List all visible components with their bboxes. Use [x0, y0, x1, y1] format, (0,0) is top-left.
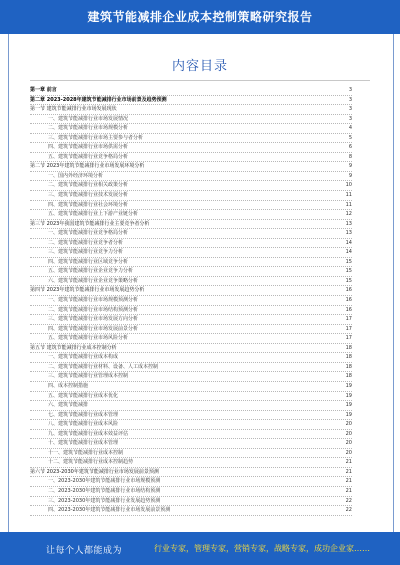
- toc-entry-label: 五、建筑节能减排行业企业竞争力分析: [30, 267, 340, 276]
- toc-entry-page: 17: [345, 316, 352, 323]
- table-of-contents: [30, 86, 352, 516]
- toc-entry-label: 四、建筑节能减排行业区域竞争分析: [30, 258, 340, 267]
- toc-entry-label: 第六节 2023-2030年建筑节能减排行业市场发展前景预测: [30, 468, 340, 477]
- toc-entry-page: 20: [345, 421, 352, 428]
- toc-entry[interactable]: [30, 258, 352, 268]
- toc-entry-label: 一、建筑节能减排行业竞争格局分析: [30, 229, 340, 238]
- toc-entry-label: 五、建筑节能减排行业上下游产业链分析: [30, 210, 340, 219]
- toc-entry-page: 14: [345, 249, 352, 256]
- toc-entry[interactable]: [30, 286, 352, 296]
- toc-entry-label: 三、建筑节能减排行业竞争力分析: [30, 248, 340, 257]
- toc-entry-page: 3: [348, 96, 352, 103]
- toc-entry-label: 第四节 2023年建筑节能减排行业市场发展趋势分析: [30, 286, 340, 295]
- toc-entry-page: 16: [345, 287, 352, 294]
- toc-entry-label: 三、建筑节能减排行业技术发展分析: [30, 191, 340, 200]
- toc-entry-page: 6: [348, 144, 352, 151]
- toc-entry-label: 一、建筑节能减排行业市场发展情况: [30, 115, 340, 124]
- toc-entry-page: 15: [345, 268, 352, 275]
- toc-entry-page: 16: [345, 306, 352, 313]
- toc-entry-label: 二、建筑节能减排行业市场规模分析: [30, 124, 340, 133]
- toc-entry-label: 一、2023-2030年建筑节能减排行业市场规模预测: [30, 477, 340, 486]
- footer-banner: [0, 532, 400, 565]
- toc-entry-page: 4: [348, 125, 352, 132]
- toc-entry-label: 十、建筑节能减排行业成本管理: [30, 439, 340, 448]
- toc-entry[interactable]: [30, 468, 352, 478]
- toc-entry-page: 14: [345, 239, 352, 246]
- toc-entry-page: 19: [345, 382, 352, 389]
- toc-entry[interactable]: [30, 220, 352, 230]
- toc-entry-label: 六、建筑节能减排行业企业竞争策略分析: [30, 277, 340, 286]
- toc-divider: [30, 80, 370, 81]
- toc-entry-label: 四、建筑节能减排行业市场发展前景分析: [30, 325, 340, 334]
- toc-entry[interactable]: [30, 105, 352, 115]
- toc-entry-label: 六、建筑节能减排: [30, 401, 340, 410]
- toc-entry-page: 11: [345, 192, 352, 199]
- toc-entry-label: 一、建筑节能减排行业市场规模预测分析: [30, 296, 340, 305]
- toc-entry[interactable]: [30, 497, 352, 507]
- toc-entry-page: 3: [348, 106, 352, 113]
- toc-entry[interactable]: [30, 353, 352, 363]
- toc-entry-page: 22: [345, 507, 352, 514]
- toc-entry[interactable]: [30, 277, 352, 287]
- toc-entry-page: 18: [345, 344, 352, 351]
- toc-entry-label: 三、2023-2030年建筑节能减排行业发展趋势预测: [30, 497, 340, 506]
- document-title: 建筑节能减排企业成本控制策略研究报告: [87, 10, 313, 24]
- toc-entry[interactable]: [30, 506, 352, 516]
- toc-entry-label: 二、建筑节能减排行业材料、设备、人工成本控制: [30, 363, 340, 372]
- toc-entry-page: 18: [345, 373, 352, 380]
- toc-entry-page: 21: [345, 468, 352, 475]
- toc-entry-label: 五、建筑节能减排行业市场风险分析: [30, 334, 340, 343]
- toc-entry[interactable]: [30, 477, 352, 487]
- toc-entry-page: 17: [345, 325, 352, 332]
- toc-entry[interactable]: [30, 124, 352, 134]
- toc-entry-page: 15: [345, 258, 352, 265]
- toc-entry-page: 13: [345, 220, 352, 227]
- toc-entry[interactable]: [30, 267, 352, 277]
- toc-entry-label: 十一、建筑节能减排行业成本控制: [30, 449, 340, 458]
- toc-entry-page: 17: [345, 335, 352, 342]
- toc-entry-label: 二、建筑节能减排行业相关政策分析: [30, 181, 340, 190]
- toc-entry[interactable]: [30, 344, 352, 354]
- toc-entry-page: 13: [345, 230, 352, 237]
- toc-entry-label: 九、建筑节能减排行业成本效益评估: [30, 430, 340, 439]
- toc-entry-label: 第三节 2023年我国建筑节能减排行业主要竞争者分析: [30, 220, 340, 229]
- toc-entry[interactable]: [30, 172, 352, 182]
- toc-entry[interactable]: [30, 334, 352, 344]
- toc-entry-label: 二、建筑节能减排行业市场结构预测分析: [30, 306, 340, 315]
- toc-entry-page: 20: [345, 449, 352, 456]
- toc-entry-page: 11: [345, 201, 352, 208]
- toc-entry[interactable]: [30, 162, 352, 172]
- footer-slogan: 让每个人都能成为: [46, 546, 123, 556]
- toc-entry-page: 5: [348, 134, 352, 141]
- toc-entry[interactable]: [30, 449, 352, 459]
- toc-entry[interactable]: [30, 115, 352, 125]
- toc-entry[interactable]: [30, 191, 352, 201]
- toc-entry[interactable]: [30, 153, 352, 163]
- toc-entry[interactable]: [30, 430, 352, 440]
- toc-entry-label: 五、建筑节能减排行业成本优化: [30, 392, 340, 401]
- toc-entry-page: 21: [345, 487, 352, 494]
- toc-entry[interactable]: [30, 315, 352, 325]
- toc-entry-label: 一、建筑节能减排行业成本构成: [30, 353, 340, 362]
- toc-entry-label: 七、建筑节能减排行业成本管理: [30, 411, 340, 420]
- toc-entry-label: 第五节 建筑节能减排行业成本控制分析: [30, 344, 340, 353]
- toc-entry[interactable]: [30, 325, 352, 335]
- toc-entry[interactable]: [30, 420, 352, 430]
- toc-entry-label: 第一章 前言: [30, 86, 340, 95]
- toc-entry-page: 9: [348, 172, 352, 179]
- toc-entry-page: 19: [345, 392, 352, 399]
- toc-entry-label: 三、建筑节能减排行业管理成本控制: [30, 372, 340, 381]
- toc-entry-page: 22: [345, 497, 352, 504]
- toc-entry-page: 18: [345, 354, 352, 361]
- toc-entry-page: 21: [345, 459, 352, 466]
- toc-entry-page: 15: [345, 277, 352, 284]
- toc-entry[interactable]: [30, 86, 352, 96]
- toc-entry[interactable]: [30, 210, 352, 220]
- toc-entry-page: 20: [345, 430, 352, 437]
- toc-entry-label: 四、2023-2030年建筑节能减排行业市场发展前景预测: [30, 506, 340, 515]
- toc-entry-page: 9: [348, 163, 352, 170]
- toc-entry-label: 二、建筑节能减排行业竞争者分析: [30, 239, 340, 248]
- toc-entry[interactable]: [30, 96, 352, 106]
- toc-entry-label: 第二节 2023年建筑节能减排行业市场发展环境分析: [30, 162, 340, 171]
- toc-entry[interactable]: [30, 487, 352, 497]
- toc-entry-page: 19: [345, 411, 352, 418]
- toc-entry[interactable]: [30, 134, 352, 144]
- toc-entry-label: 十二、建筑节能减排行业成本控制趋势: [30, 458, 340, 467]
- toc-entry[interactable]: [30, 296, 352, 306]
- toc-entry-page: 16: [345, 297, 352, 304]
- toc-entry[interactable]: [30, 411, 352, 421]
- toc-entry-label: 第一节 建筑节能减排行业市场发展现状: [30, 105, 340, 114]
- toc-entry-page: 21: [345, 478, 352, 485]
- toc-entry-page: 10: [345, 182, 352, 189]
- toc-entry[interactable]: [30, 201, 352, 211]
- toc-entry-label: 四、建筑节能减排行业市场供需分析: [30, 143, 340, 152]
- toc-entry-label: 一、国内外经济环境分析: [30, 172, 340, 181]
- toc-entry-label: 四、成本控制措施: [30, 382, 340, 391]
- toc-entry[interactable]: [30, 181, 352, 191]
- toc-entry-page: 19: [345, 402, 352, 409]
- toc-entry-label: 四、建筑节能减排行业社会环境分析: [30, 201, 340, 210]
- toc-entry-page: 18: [345, 363, 352, 370]
- toc-entry-page: 12: [345, 211, 352, 218]
- toc-entry-label: 三、建筑节能减排行业市场主要参与者分析: [30, 134, 340, 143]
- toc-entry[interactable]: [30, 392, 352, 402]
- toc-entry-label: 五、建筑节能减排行业竞争格局分析: [30, 153, 340, 162]
- toc-entry[interactable]: [30, 382, 352, 392]
- toc-entry-label: 三、建筑节能减排行业市场发展方向分析: [30, 315, 340, 324]
- toc-entry[interactable]: [30, 372, 352, 382]
- toc-entry[interactable]: [30, 229, 352, 239]
- toc-entry[interactable]: [30, 306, 352, 316]
- toc-entry[interactable]: [30, 363, 352, 373]
- toc-entry[interactable]: [30, 239, 352, 249]
- toc-title: 内容目录: [171, 59, 228, 74]
- footer-tagline: 行业专家，管理专家，营销专家，战略专家，成功企业家……: [154, 544, 370, 553]
- toc-entry-page: 20: [345, 440, 352, 447]
- header-banner: [0, 0, 400, 34]
- toc-entry[interactable]: [30, 439, 352, 449]
- toc-entry-page: 8: [348, 153, 352, 160]
- toc-entry[interactable]: [30, 458, 352, 468]
- toc-entry[interactable]: [30, 248, 352, 258]
- toc-entry-label: 第二章 2023-2028年建筑节能减排行业市场前景及趋势预测: [30, 96, 340, 105]
- toc-entry-label: 八、建筑节能减排行业成本风险: [30, 420, 340, 429]
- toc-entry-page: 3: [348, 87, 352, 93]
- toc-entry-label: 二、2023-2030年建筑节能减排行业市场结构预测: [30, 487, 340, 496]
- toc-entry[interactable]: [30, 143, 352, 153]
- toc-entry-page: 3: [348, 115, 352, 122]
- toc-entry[interactable]: [30, 401, 352, 411]
